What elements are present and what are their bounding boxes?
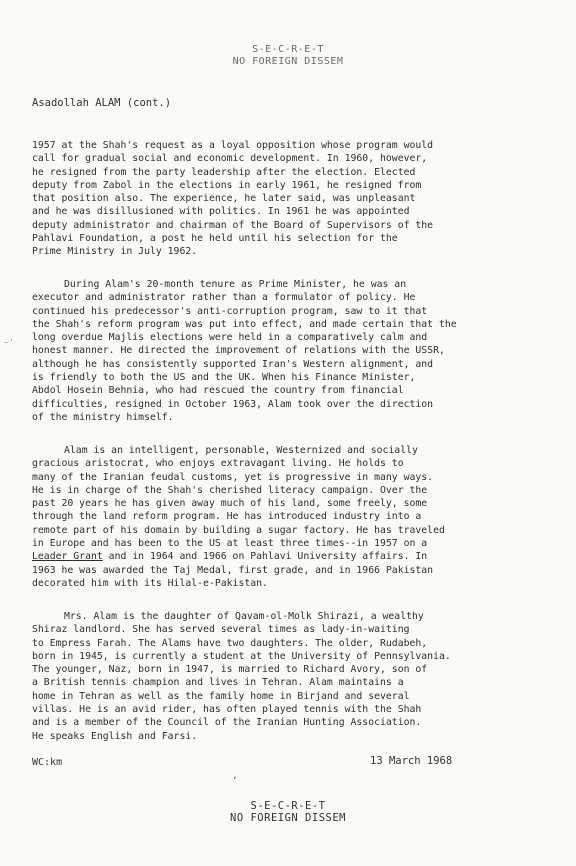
text-line: that position also. The experience, he later said, was unpleasant	[32, 193, 416, 205]
text-line: and is a member of the Council of the Iranian Hunting Association.	[32, 717, 422, 729]
text-line: deputy administrator and chairman of the Board of Supervisors of the	[32, 219, 434, 231]
text-line: He speaks English and Farsi.	[32, 730, 198, 742]
text-line: executor and administrator rather than a formulator of policy. He	[32, 292, 416, 304]
text-line: Leader Grant and in 1964 and 1966 on Pahlavi University affairs. In	[32, 551, 428, 563]
paragraph-personality	[32, 444, 532, 590]
text-line: 1957 at the Shah's request as a loyal opposition whose program would	[32, 140, 434, 151]
document-date: 13 March 1968	[370, 755, 453, 767]
text-line: Shiraz landlord. She has served several times as lady-in-waiting	[32, 624, 410, 636]
text-line: long overdue Majlis elections were held in a comparatively calm and	[32, 332, 428, 344]
text-line: the Shah's reform program was put into effect, and made certain that the	[32, 318, 457, 330]
stray-mark: ʻ	[232, 776, 238, 786]
text-line: many of the Iranian feudal customs, yet is progressive in many ways.	[32, 471, 434, 483]
text-line: call for gradual social and economic development. In 1960, however,	[32, 153, 428, 165]
text-line: During Alam's 20-month tenure as Prime Minister, he was an	[64, 279, 407, 290]
text-line: Pahlavi Foundation, a post he held until his selection for the	[32, 233, 398, 245]
text-line: 1963 he was awarded the Taj Medal, first grade, and in 1966 Pakistan	[32, 564, 434, 576]
text-line: Prime Ministry in July 1962.	[32, 246, 198, 258]
text-line: born in 1945, is currently a student at the University of Pennsylvania.	[32, 650, 451, 662]
text-line: remote part of his domain by building a sugar factory. He has traveled	[32, 524, 445, 536]
paragraph-prime-minister	[32, 278, 532, 424]
text-line: he resigned from the party leadership after the election. Elected	[32, 166, 416, 178]
text-line: to Empress Farah. The Alams have two daughters. The older, Rudabeh,	[32, 637, 428, 649]
classification-marking: S-E-C-R-E-T	[250, 800, 326, 812]
margin-handwriting: ~ʼ	[4, 338, 14, 347]
dissemination-marking: NO FOREIGN DISSEM	[232, 56, 344, 67]
classification-header	[0, 44, 576, 68]
text-line: although he has consistently supported Iran's Western alignment, and	[32, 358, 434, 370]
paragraph-early-career	[32, 139, 532, 259]
classification-footer	[0, 800, 576, 824]
text-line: deputy from Zabol in the elections in early 1961, he resigned from	[32, 179, 422, 191]
text-line: villas. He is an avid rider, has often played tennis with the Shah	[32, 704, 422, 716]
classification-marking: S-E-C-R-E-T	[252, 44, 324, 55]
text-line: difficulties, resigned in October 1963, Alam took over the direction	[32, 398, 434, 410]
text-line: home in Tehran as well as the family home in Birjand and several	[32, 690, 410, 702]
dissemination-marking: NO FOREIGN DISSEM	[230, 812, 346, 824]
paragraph-family	[32, 610, 532, 743]
text-line: He is in charge of the Shah's cherished literacy campaign. Over the	[32, 484, 428, 496]
text-line: in Europe and has been to the US at least three times--in 1957 on a	[32, 538, 428, 550]
text-line: decorated him with its Hilal-e-Pakistan.	[32, 577, 268, 589]
text-line: Mrs. Alam is the daughter of Qavam-ol-Molk Shirazi, a wealthy	[64, 611, 424, 622]
text-line: The younger, Naz, born in 1947, is married to Richard Avory, son of	[32, 664, 428, 676]
text-line: through the land reform program. He has introduced industry into a	[32, 511, 422, 523]
text-line: of the ministry himself.	[32, 411, 174, 423]
text-line: honest manner. He directed the improvement of relations with the USSR,	[32, 345, 445, 357]
text-line: continued his predecessor's anti-corruption program, saw to it that	[32, 305, 428, 317]
text-line: is friendly to both the US and the UK. When his Finance Minister,	[32, 372, 416, 384]
text-line: Alam is an intelligent, personable, Westernized and socially	[64, 445, 418, 456]
text-line: past 20 years he has given away much of his land, some freely, some	[32, 498, 428, 510]
text-line: a British tennis champion and lives in Tehran. Alam maintains a	[32, 677, 404, 689]
text-line: gracious aristocrat, who enjoys extravagant living. He holds to	[32, 458, 404, 470]
subject-heading: Asadollah ALAM (cont.)	[32, 97, 172, 109]
text-line: and he was disillusioned with politics. In 1961 he was appointed	[32, 206, 410, 218]
typist-initials: WC:km	[32, 757, 63, 768]
text-line: Abdol Hosein Behnia, who had rescued the country from financial	[32, 385, 404, 397]
